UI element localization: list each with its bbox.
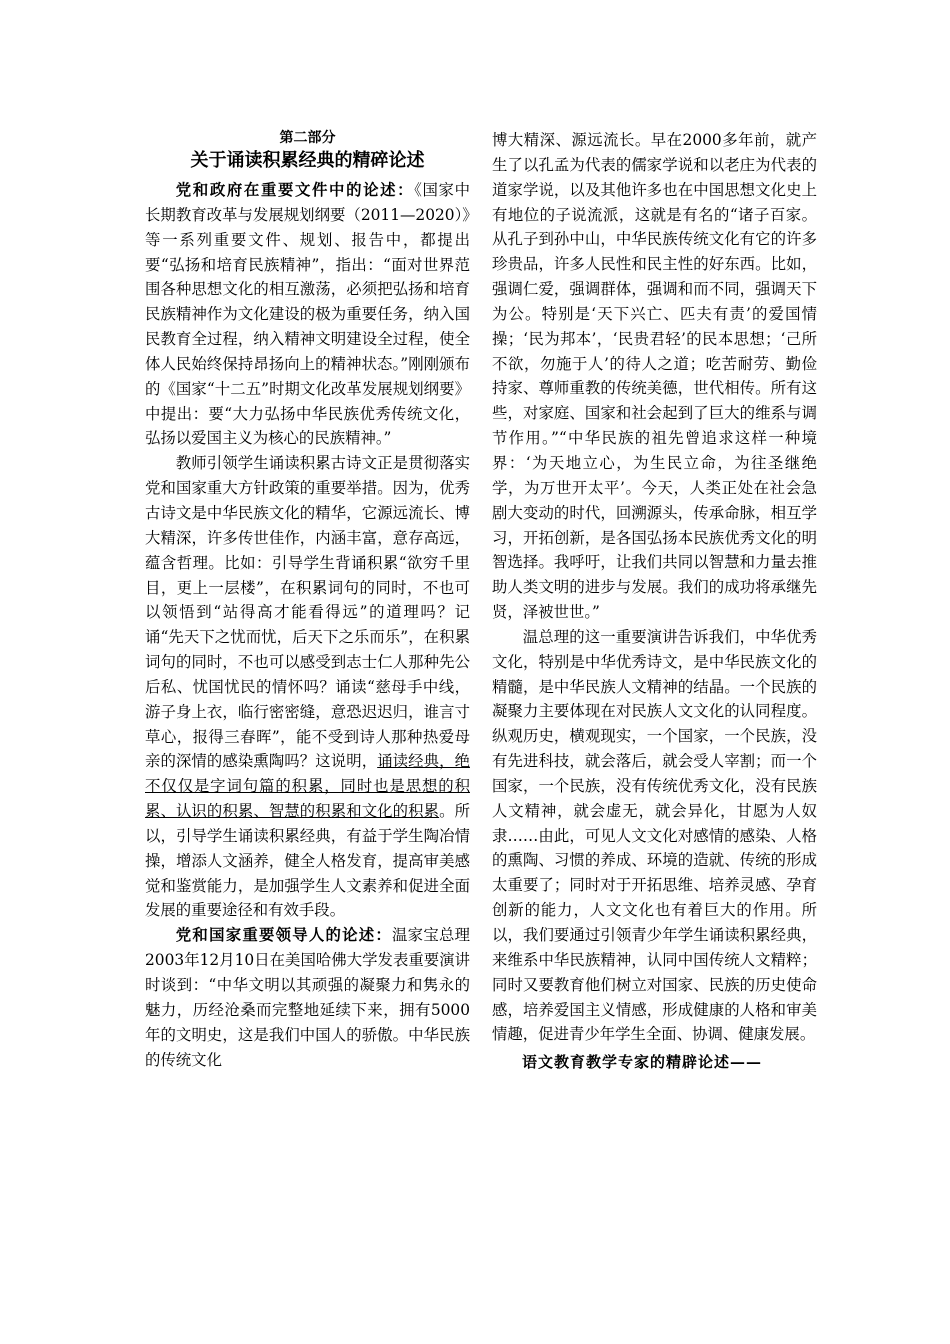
underlined-text: 诵读经典，绝不仅仅是字词句篇的积累，同时也是思想的积累、认识的积累、智慧的积累和文化的积累 — [145, 752, 470, 821]
right-column — [492, 128, 817, 1075]
paragraph-body: 。所以，引导学生诵读积累经典，有益于学生陶冶情操，增添人文涵养，健全人格发育，提高审美感觉和鉴赏能力，是加强学生人文素养和促进全面发展的重要途径和有效手段。 — [145, 802, 470, 920]
paragraph-lead: 党和国家重要领导人的论述： — [175, 926, 393, 945]
section-heading-experts: 语文教育教学专家的精辟论述—— — [522, 1053, 763, 1072]
paragraph-body: 教师引领学生诵读积累古诗文正是贯彻落实党和国家重大方针政策的重要举措。因为，优秀古诗文是中华民族文化的精华，它源远流长、博大精深，许多传世佳作，内涵丰富，意存高远，蕴含哲理。比如：引导学生背诵积累“欲穷千里目，更上一层楼”，在积累词句的同时，不也可以领悟到“站得高才能看得远”的道理吗？记诵“先天下之忧而忧，后天下之乐而乐”，在积累词句的同时，不也可以感受到志士仁人那种先公后私、忧国忧民的情怀吗？诵读“慈母手中线，游子身上衣，临行密密缝，意恐迟迟归，谁言寸草心，报得三春晖”，能不受到诗人那种热爱母亲的深情的感染熏陶吗？这说明， — [145, 454, 470, 771]
paragraph-government-docs — [145, 178, 470, 451]
part-label: 第二部分 — [279, 130, 336, 146]
paragraph-body: 《国家中长期教育改革与发展规划纲要（2011—2020）》等一系列重要文件、规划、报告中，都提出要“弘扬和培育民族精神”，指出：“面对世界范围各种思想文化的相互激荡，必须把弘扬和培育民族精神作为文化建设的极为重要任务，纳入国民教育全过程，纳入精神文明建设全过程，使全体人民始终保持昂扬向上的精神状态。”刚刚颁布的《国家“十二五”时期文化改革发展规划纲要》中提出：要“大力弘扬中华民族优秀传统文化，弘扬以爱国主义为核心的民族精神。” — [145, 181, 470, 448]
paragraph-leader-remarks — [145, 923, 470, 1072]
left-column — [145, 128, 470, 1072]
paragraph-lead: 党和政府在重要文件中的论述： — [175, 181, 415, 199]
page-title: 关于诵读积累经典的精碎论述 — [190, 150, 425, 171]
paragraph-teacher-guidance — [145, 451, 470, 923]
paragraph-speech-analysis: 温总理的这一重要演讲告诉我们，中华优秀文化，特别是中华优秀诗文，是中华民族文化的精髓，是中华民族人文精神的结晶。一个民族的凝聚力主要体现在对民族人文文化的认同程度。纵观历史，横观现实，一个国家，一个民族，没有先进科技，就会落后，就会受人宰割；而一个国家，一个民族，没有传统优秀文化，没有民族人文精神，就会虚无，就会异化，甘愿为人奴隶……由此，可见人文文化对感情的感染、人格的熏陶、习惯的养成、环境的造就、传统的形成太重要了；同时对于开拓思维、培养灵感、孕育创新的能力，人文文化也有着巨大的作用。所以，我们要通过引领青少年学生诵读积累经典，来维系中华民族精神，认同中国传统人文精粹；同时又要教育他们树立对国家、民族的历史使命感，培养爱国主义情感，形成健康的人格和审美情趣，促进青少年学生全面、协调、健康发展。 — [492, 627, 817, 1044]
paragraph-speech-continued: 博大精深、源远流长。早在2000多年前，就产生了以孔孟为代表的儒家学说和以老庄为代表的道家学说，以及其他许多也在中国思想文化史上有地位的子说流派，这就是有名的“诸子百家。从孔子到孙中山，中华民族传统文化有它的许多珍贵品，许多人民性和民主性的好东西。比如，强调仁爱，强调群体，强调和而不同，强调天下为公。特别是‘天下兴亡、匹夫有责’的爱国情操；‘民为邦本’，‘民贵君轻’的民本思想；‘己所不欲，勿施于人’的待人之道；吃苦耐劳、勤俭持家、尊师重教的传统美德，世代相传。所有这些，对家庭、国家和社会起到了巨大的维系与调节作用。”“中华民族的祖先曾追求这样一种境界：‘为天地立心，为生民立命，为往圣继绝学，为万世开太平’。今天，人类正处在社会急剧大变动的时代，回溯源头，传承命脉，相互学习，开拓创新，是各国弘扬本民族优秀文化的明智选择。我呼吁，让我们共同以智慧和力量去推助人类文明的进步与发展。我们的成功将承继先贤，泽被世世。” — [492, 131, 817, 622]
paragraph-body: 温家宝总理2003年12月10日在美国哈佛大学发表重要演讲时谈到：“中华文明以其顽强的凝聚力和隽永的魅力，历经沧桑而完整地延续下来，拥有5000年的文明史，这是我们中国人的骄傲。中华民族的传统文化 — [145, 926, 470, 1069]
